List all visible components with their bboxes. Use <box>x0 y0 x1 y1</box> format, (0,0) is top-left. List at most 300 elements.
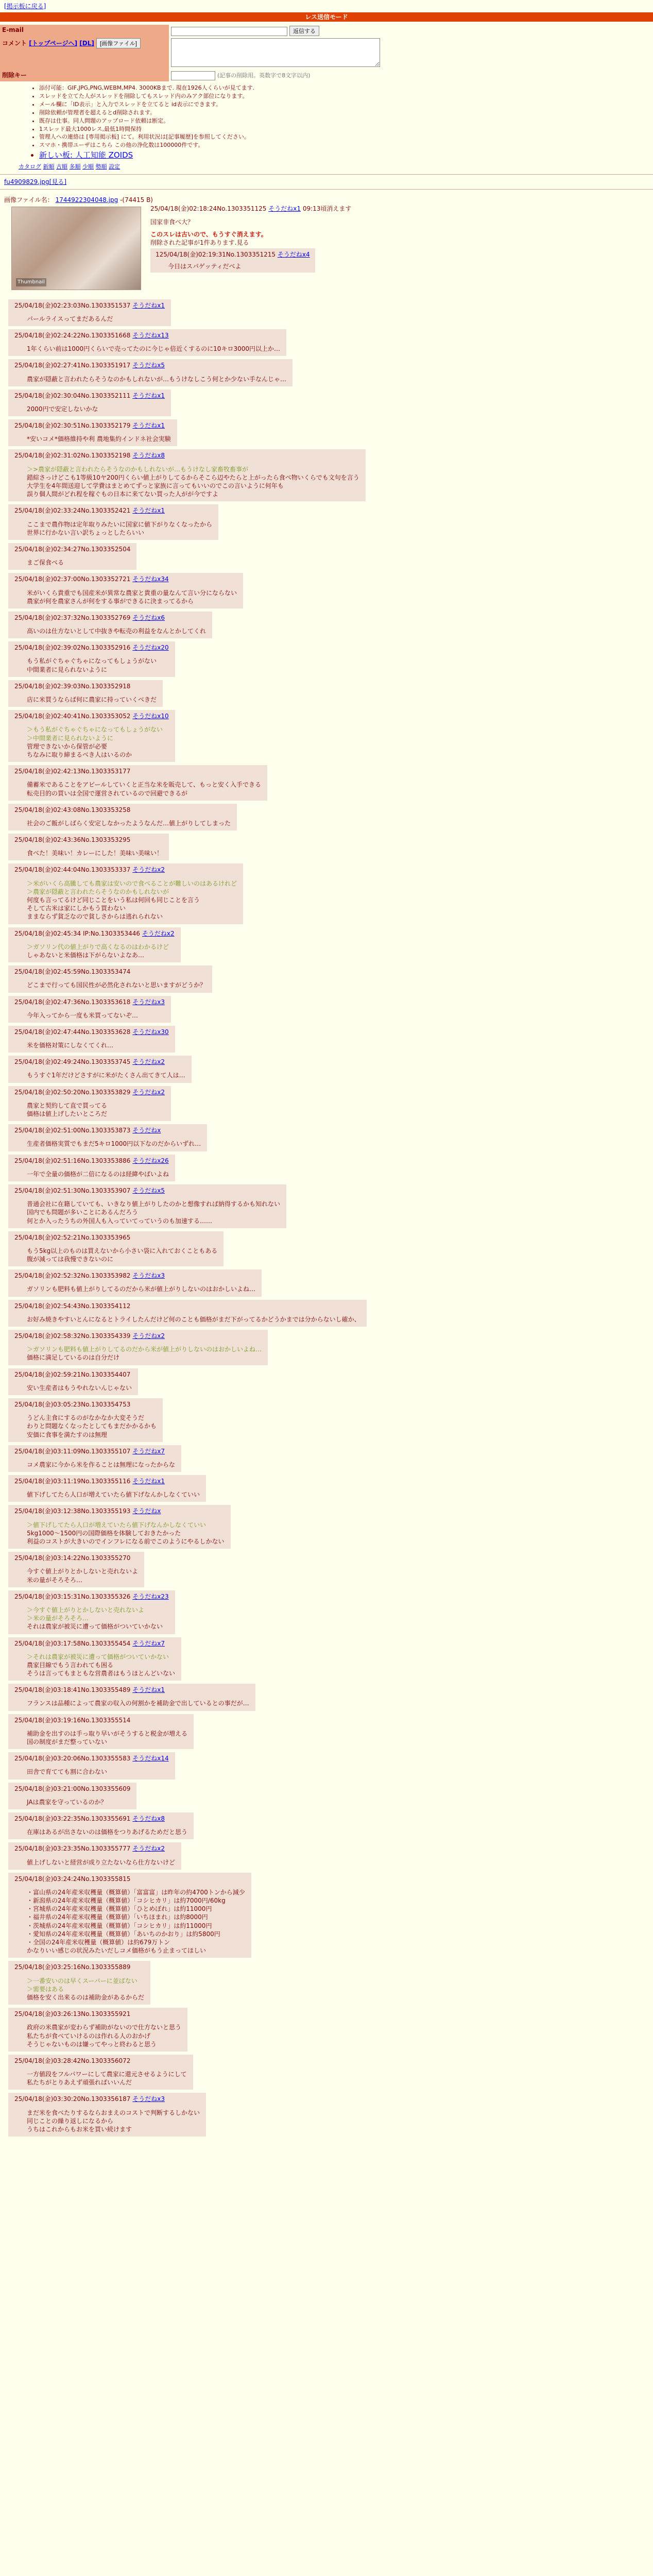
reply-post <box>8 449 366 501</box>
reply-body <box>27 1977 144 2002</box>
reply-header <box>14 1507 225 1515</box>
catalog-link[interactable]: カタログ <box>19 163 41 171</box>
reply-line: 一年で全量の価格が二倍になるのは経緯やばいよね <box>27 1170 169 1178</box>
reply-header-text: 25/04/18(金)03:15:31No.1303355326 <box>14 1592 131 1600</box>
reply-header-text: 25/04/18(金)02:52:32No.1303353982 <box>14 1272 131 1280</box>
reply-header <box>14 2095 200 2103</box>
reply-post <box>8 1155 175 1181</box>
reply-list <box>0 299 653 2137</box>
reply-header <box>14 767 261 775</box>
reply-body <box>27 879 237 921</box>
reply-header-text: 25/04/18(金)02:45:59No.1303353474 <box>14 968 131 976</box>
quote-line: ＞需要はある <box>27 1985 64 1993</box>
reply-post <box>8 996 171 1023</box>
quote-line: ＞もう私がぐちゃぐちゃになってもしょうがない <box>27 726 163 734</box>
soudane-button[interactable]: そうだねx23 <box>132 1592 169 1600</box>
reply-header-text: 25/04/18(金)03:28:42No.1303356072 <box>14 2057 131 2064</box>
reply-header <box>14 1233 217 1242</box>
reply-body <box>27 1606 169 1631</box>
reply-header-text: 25/04/18(金)03:21:00No.1303355609 <box>14 1785 131 1792</box>
reply-header-text: 25/04/18(金)02:37:00No.1303352721 <box>14 575 131 583</box>
reply-post <box>8 1026 175 1053</box>
reply-header-text: 25/04/18(金)02:39:03No.1303352918 <box>14 682 131 690</box>
soudane-button[interactable]: そうだねx1 <box>132 1686 165 1694</box>
notice-item: • 管理人への連絡は [専用掲示板] にて。利用状況は[記事履歴]を参照してください。 <box>39 133 653 141</box>
delkey-label: 削除キー <box>0 70 169 81</box>
reply-body <box>27 405 165 413</box>
quote-line: ＞農家が隠蔽と言われたらそうなのかもしれないが <box>27 888 169 895</box>
reply-post <box>8 680 163 707</box>
file-size: -(74415 B) <box>120 196 153 204</box>
reply-post <box>8 2055 193 2090</box>
reply-line: ・新潟県の24年産米収穫量（概算値）「コシヒカリ」は約7000円/60kg <box>27 1897 226 1905</box>
notice-item: • 1スレッド最大1000レス,最低1時間保持 <box>39 126 653 133</box>
quote-line: ＞ガソリンも肥料も値上がりしてるのだから米が値上がりしないのはおかしいよね… <box>27 1346 262 1353</box>
post-form <box>0 25 382 81</box>
back-to-board-link[interactable]: [掲示板に戻る] <box>4 3 46 10</box>
reply-mode-bar: レス送信モード <box>0 12 653 22</box>
reply-header-text: 25/04/18(金)02:34:27No.1303352504 <box>14 545 131 553</box>
reply-body <box>27 1384 132 1392</box>
soudane-button[interactable]: そうだねx3 <box>132 1272 165 1280</box>
reply-post <box>8 1752 175 1779</box>
reply-line: JAは農家を守っているのか？ <box>27 1798 107 1806</box>
reply-header <box>14 506 212 515</box>
reply-body <box>27 1730 187 1746</box>
reply-line: 何度も言ってるけど同じことをいう私は何回も同じことを言う <box>27 896 200 904</box>
soudane-button[interactable]: そうだねx8 <box>132 452 165 460</box>
reply-line: お好み焼きやすいとんになるとトライしたんだけど何のことも価格がまだ下がってるかどうかまでは分からないし確か、 <box>27 1315 360 1323</box>
reply-post <box>8 863 243 924</box>
reply-header-text: 25/04/18(金)02:47:36No.1303353618 <box>14 998 131 1006</box>
reply-body <box>27 849 163 857</box>
reply-line: 利益のコストが大きいのでインフレになる前でこのようにやるしかない <box>27 1538 225 1546</box>
reply-post <box>8 1124 207 1151</box>
reply-body <box>27 1285 255 1293</box>
reply-header <box>14 998 165 1006</box>
reply-header <box>14 1686 249 1694</box>
reply-post <box>8 612 212 638</box>
reply-header <box>14 1477 200 1485</box>
delkey-hint: (記事の削除用。英数字で8文字以内) <box>217 72 311 79</box>
soudane-button[interactable]: そうだねx2 <box>132 1088 165 1096</box>
op-thumbnail[interactable] <box>11 207 141 290</box>
settings-link[interactable]: 設定 <box>109 163 120 171</box>
reply-header <box>14 836 163 844</box>
reply-post <box>8 927 181 963</box>
soudane-button[interactable]: そうだねx34 <box>132 575 169 583</box>
sort-few-link[interactable]: 少順 <box>82 163 94 171</box>
quote-line: ＞>農家が隠蔽と言われたらそうなのかもしれないが…もうけなし家畜牧畜事が <box>27 465 249 473</box>
reply-post <box>8 1445 181 1472</box>
reply-header <box>14 451 359 460</box>
email-label: E-mail <box>0 25 169 37</box>
reply-post <box>8 2008 187 2052</box>
quote-line: ＞それは農家が被災に遭って価格がついていかない <box>27 1653 169 1660</box>
reply-line: ・福井県の24年産米収穫量（概算値）「いちほまれ」は約8000円 <box>27 1913 208 1921</box>
soudane-button[interactable]: そうだねx20 <box>132 644 169 652</box>
reply-header <box>14 2057 187 2065</box>
reply-body <box>27 1041 169 1049</box>
reply-header-text: 25/04/18(金)02:49:24No.1303353745 <box>14 1058 131 1066</box>
reply-line: 一方値段をフルパワーにして農家に還元させるようにして <box>27 2071 187 2078</box>
reply-line: 中間業者に見られないように <box>27 666 108 673</box>
reply-line: まだ米を食べたりするならおまえのコストで判断するしかない <box>27 2109 200 2116</box>
reply-post <box>8 1398 163 1442</box>
reply-header-text: 25/04/18(金)02:51:30No.1303353907 <box>14 1187 131 1194</box>
reply-line: 米がいくら貴重でも国産米が異常な農家と貴重の量なんて言い分にならない <box>27 589 237 597</box>
reply-post <box>8 1184 286 1228</box>
reply-post <box>8 1684 255 1710</box>
reply-body <box>27 1828 187 1836</box>
top-bar <box>0 0 653 11</box>
reply-header-text: 25/04/18(金)02:40:41No.1303353052 <box>14 713 131 720</box>
soudane-button[interactable]: そうだねx <box>132 1127 161 1134</box>
reply-header-text: 25/04/18(金)02:30:51No.1303352179 <box>14 422 131 430</box>
reply-line: もう私がぐちゃぐちゃになってもしょうがない <box>27 657 157 665</box>
file-label: 画像ファイル名： <box>4 196 54 204</box>
reply-post <box>8 1714 194 1750</box>
reply-header <box>14 1157 169 1165</box>
soudane-button[interactable]: そうだねx7 <box>132 1447 165 1455</box>
reply-post <box>8 543 136 570</box>
reply-post <box>8 1842 181 1869</box>
reply-body <box>27 1011 165 1020</box>
reply-body <box>27 1521 225 1546</box>
reply-line: 価格に満足しているのは自分だけ <box>27 1354 120 1362</box>
reply-header: 125/04/18(金)02:19:31No.1303351215 <box>156 251 276 259</box>
reply-post <box>8 573 243 608</box>
reply-body <box>27 465 359 499</box>
soudane-button[interactable]: そうだねx8 <box>132 1815 165 1822</box>
reply-header-text: 25/04/18(金)02:52:21No.1303353965 <box>14 1233 131 1241</box>
reply-header <box>14 929 175 938</box>
reply-body <box>27 1414 157 1439</box>
reply-header-text: 25/04/18(金)02:23:03No.1303351537 <box>14 301 131 309</box>
quote-line: ＞中間業者に見られないように <box>27 734 114 742</box>
notice-item: • 削除依頼が管理者を超えるとd削除されます。 <box>39 109 653 117</box>
reply-header-text: 25/04/18(金)02:50:20No.1303353829 <box>14 1088 131 1096</box>
reply-line: 政府の米農家が変わらず補助がないので仕方ないと思う <box>27 2024 182 2031</box>
sort-many-link[interactable]: 多順 <box>69 163 81 171</box>
quote-line: ＞今すぐ値上がりとかしないと売れないよ <box>27 1606 145 1614</box>
reply-header <box>14 361 286 369</box>
reply-post <box>8 1368 138 1395</box>
reply-post <box>8 1783 136 1809</box>
reply-line: 食べた！美味い！カレーにした！美味い美味い！ <box>27 850 163 857</box>
reply-body <box>27 345 280 353</box>
reply-header <box>14 301 165 310</box>
soudane-button[interactable]: そうだねx6 <box>132 614 165 621</box>
reply-body <box>27 819 231 827</box>
reply-header-text: 25/04/18(金)03:22:35No.1303355691 <box>14 1815 131 1822</box>
reply-line: 値下げしてたら人口が増えていたら値下げなんかしなくていい <box>27 1491 200 1499</box>
reply-header <box>14 331 280 340</box>
reply-body <box>27 1888 245 1955</box>
reply-post <box>8 804 237 831</box>
reply-body <box>27 1699 249 1707</box>
reply-body <box>27 2070 187 2087</box>
soudane-button[interactable]: そうだねx26 <box>132 1157 169 1164</box>
reply-body <box>27 2023 181 2048</box>
reply-line: 普通会社に在籍していても、いきなり値上がりしたのかと想像すれば納得するかも知れない <box>27 1200 281 1208</box>
reply-header-text: 25/04/18(金)03:30:20No.1303356187 <box>14 2095 131 2103</box>
reply-header-text: 25/04/18(金)02:42:13No.1303353177 <box>14 768 131 775</box>
reply-body <box>27 1567 138 1584</box>
quote-line: ＞値下げしてたら人口が増えていたら値下げなんかしなくていい <box>27 1521 207 1529</box>
reply-line: ガソリンも肥料も値上がりしてるのだから米が値上がりしないのはおかしいよね… <box>27 1285 256 1293</box>
reply-header <box>14 575 237 583</box>
soudane-button[interactable]: そうだねx1 <box>132 507 165 515</box>
reply-header <box>14 643 169 652</box>
op-header-text: 25/04/18(金)02:18:24No.1303351125 <box>150 205 267 212</box>
soudane-button[interactable]: そうだねx1 <box>268 205 301 212</box>
reply-line: 今すぐ値上がりとかしないと売れないよ <box>27 1568 139 1575</box>
feature-board-link[interactable] <box>39 150 653 160</box>
reply-header <box>14 1272 255 1280</box>
reply-body <box>27 657 169 673</box>
old-thread-warning: このスレは古いので、もうすぐ消えます。 <box>150 230 267 238</box>
soudane-button[interactable]: そうだねx1 <box>132 422 165 430</box>
reply-header <box>14 1302 360 1310</box>
reply-post <box>8 1269 262 1296</box>
reply-header-text: 25/04/18(金)03:05:23No.1303354753 <box>14 1400 131 1408</box>
reply-line: かなりいい感じの状況みたいだしコメ価格がもう止まってほしい <box>27 1947 207 1955</box>
soudane-button[interactable]: そうだねx30 <box>132 1028 169 1036</box>
reply-post <box>8 1590 175 1634</box>
soudane-button[interactable]: そうだねx1 <box>132 1478 165 1485</box>
reply-body: 今日はスパゲッティだべよ <box>168 262 242 270</box>
reply-post <box>8 834 169 860</box>
op-inner-reply <box>150 248 315 272</box>
reply-header <box>14 421 171 430</box>
soudane-button[interactable]: そうだねx10 <box>132 713 169 720</box>
sage-link[interactable]: [DL] <box>79 40 94 47</box>
reply-line: 国の制度がまだ整っていない <box>27 1738 108 1746</box>
reply-header <box>14 1028 169 1036</box>
reply-header <box>14 682 157 690</box>
reply-line: 農家と契約して直で買ってる <box>27 1101 108 1109</box>
reply-line: 私たちが食べていけるのは作れる人のおかげ <box>27 2032 151 2040</box>
soudane-button[interactable]: そうだねx2 <box>132 1058 165 1066</box>
reply-header-text: 25/04/18(金)02:31:02No.1303352198 <box>14 452 131 460</box>
reply-header <box>14 1554 138 1562</box>
reply-line: 安い生産者はもうやれないんじゃない <box>27 1384 132 1392</box>
soudane-button[interactable]: そうだねx3 <box>132 2095 165 2103</box>
reply-line: 補助金を出すのは手っ取り早いがそうすると税金が増える <box>27 1730 188 1737</box>
quote-line: ＞ガソリン代の値上がりで高くなるのはわかるけど <box>27 943 169 951</box>
sort-old-link[interactable]: 古順 <box>56 163 67 171</box>
soudane-button[interactable]: そうだねx5 <box>132 1187 165 1194</box>
soudane-button[interactable]: そうだねx1 <box>132 301 165 309</box>
feature-link[interactable]: 新しい板: 人工知能 ZOIDS <box>39 150 133 160</box>
reply-header <box>14 1592 169 1601</box>
reply-header <box>14 1754 169 1762</box>
reply-header-text: 25/04/18(金)03:19:16No.1303355514 <box>14 1716 131 1724</box>
reply-line: 私たちがとりあえず頑張ればいいんだ <box>27 2079 132 2087</box>
reply-line: 国内でも問題が多いことにあるんだろう <box>27 1209 139 1216</box>
reply-header <box>14 2010 181 2018</box>
reply-body <box>27 315 165 323</box>
reply-header <box>14 1785 130 1793</box>
reply-header-text: 25/04/18(金)02:37:32No.1303352769 <box>14 614 131 621</box>
reply-post <box>8 504 218 540</box>
reply-header-text: 25/04/18(金)02:24:22No.1303351668 <box>14 331 131 339</box>
reply-header <box>14 1875 245 1883</box>
reply-line: 安価に食事を満たすのは無理 <box>27 1431 108 1438</box>
reply-line: 米の量がそろそろ… <box>27 1576 83 1584</box>
reply-line: そうじゃないものは嫌ってやっと終わると思う <box>27 2040 157 2048</box>
reply-post <box>8 1330 268 1365</box>
reply-post <box>8 359 293 386</box>
reply-post <box>8 1300 367 1327</box>
reply-body <box>27 781 261 797</box>
reply-body <box>27 696 157 704</box>
notice-item: • メール欄に「ID表示」と入力でスレッドを立てると id表示にできます。 <box>39 101 653 109</box>
reply-post <box>8 1056 192 1082</box>
email-field[interactable] <box>171 27 287 36</box>
delete-key-field[interactable] <box>171 71 215 80</box>
reply-line: そうは言ってもまともな営農者はもうほとんどいない <box>27 1670 176 1677</box>
comment-label <box>0 37 169 70</box>
soudane-button[interactable]: そうだねx <box>132 1507 161 1515</box>
op-post <box>0 193 653 296</box>
reply-body <box>27 2109 200 2134</box>
reply-line: 価格は値上げしたいところだ <box>27 1110 108 1118</box>
quote-line: ＞米の量がそろそろ… <box>27 1615 89 1622</box>
soudane-button[interactable]: そうだねx4 <box>277 251 310 259</box>
reply-line: わりと問題なくなったとしてもまだかかるかも <box>27 1422 157 1430</box>
reply-header-text: 25/04/18(金)03:14:22No.1303355270 <box>14 1554 131 1562</box>
soudane-button[interactable]: そうだねx3 <box>132 998 165 1006</box>
submit-button[interactable]: 返信する <box>289 26 319 36</box>
reply-header <box>14 1639 175 1648</box>
reply-header-text: 25/04/18(金)03:25:16No.1303355889 <box>14 1963 131 1971</box>
reply-header <box>14 712 169 720</box>
reply-header <box>14 1332 262 1340</box>
reply-body <box>27 627 206 635</box>
soudane-button[interactable]: そうだねx7 <box>132 1639 165 1647</box>
reply-header-text: 25/04/18(金)02:51:00No.1303353873 <box>14 1127 131 1134</box>
reply-body <box>27 1461 175 1469</box>
reply-body <box>27 1200 280 1225</box>
reply-header <box>14 968 206 976</box>
reply-header-text: 25/04/18(金)02:27:41No.1303351917 <box>14 362 131 369</box>
reply-line: 備蓄米であることをアピールしていくと正当な米を販売して、もっと安く入手できる <box>27 781 262 789</box>
reply-post <box>8 710 175 762</box>
op-file-link[interactable]: 1744922304048.jpg <box>55 196 118 204</box>
reply-post <box>8 1812 194 1839</box>
comment-textarea[interactable] <box>171 38 380 67</box>
reply-body <box>27 1768 169 1776</box>
reply-body <box>27 725 169 759</box>
reply-post <box>8 765 267 801</box>
reply-line: ちなみに取り締まるべき人はいるのか <box>27 751 132 758</box>
reply-header-text: 25/04/18(金)02:51:16No.1303353886 <box>14 1157 131 1164</box>
reply-header-text: 25/04/18(金)03:24:24No.1303355815 <box>14 1875 131 1883</box>
reply-line: ・宮城県の24年産米収穫量（概算値）「ひとめぼれ」は約11000円 <box>27 1905 212 1913</box>
reply-line: 農家が隠蔽と言われたらそうなのかもしれないが…もうけなしこう何とか少ない手なんじゃ… <box>27 375 287 383</box>
reply-line: ・全国の24年産米収穫量（概算値）は約679万トン <box>27 1939 170 1946</box>
reply-header-text: 25/04/18(金)02:39:02No.1303352916 <box>14 644 131 652</box>
soudane-button[interactable]: そうだねx5 <box>132 362 165 369</box>
reply-header-text: 25/04/18(金)03:18:41No.1303355489 <box>14 1686 131 1694</box>
reply-header <box>14 1400 157 1409</box>
reply-line: 2000円で安定しないかな <box>27 405 98 413</box>
thread-file-link[interactable]: fu4909829.jpg[見る] <box>4 178 67 186</box>
oekaki-link[interactable]: [トップページへ] <box>29 40 78 47</box>
reply-line: 腹が減っては我慢できないのに <box>27 1256 114 1263</box>
reply-line: 世界に行かない言い訳ちょっとしたらいい <box>27 529 145 536</box>
reply-header <box>14 1447 175 1455</box>
quote-line: ＞米がいくら高騰しても農家は安いので食べることが難しいのはあるけれど <box>27 879 237 887</box>
reply-header-text: 25/04/18(金)03:12:38No.1303355193 <box>14 1507 131 1515</box>
reply-line: 5kg1000〜1500円の国際価格を体験しておきたかった <box>27 1529 181 1537</box>
reply-body <box>27 981 206 989</box>
reply-post <box>8 1231 224 1267</box>
reply-header-text: 25/04/18(金)02:58:32No.1303354339 <box>14 1332 131 1340</box>
reply-line: うちはこれからもお米を買い続けます <box>27 2126 132 2133</box>
soudane-button[interactable]: そうだねx2 <box>142 929 175 937</box>
reply-line: 田舎で育てても割に合わない <box>27 1768 108 1776</box>
reply-post <box>8 1505 231 1549</box>
quote-line: ＞一番安いのは早くスーパーに並ばない <box>27 1977 138 1985</box>
reply-line: 転売目的の買いは全国で運営されているので回避できるが <box>27 789 188 797</box>
reply-line: もうすぐ1年だけどさすがに米がたくさん出てきて人は… <box>27 1072 185 1079</box>
reply-header <box>14 1370 132 1379</box>
sort-new-link[interactable]: 新順 <box>43 163 55 171</box>
deleted-notice: 削除された記事が1件あります.見る <box>150 239 249 247</box>
reply-header <box>14 1088 165 1096</box>
reply-line: 1年くらい前は1000円くらいで売ってたのに今じゃ倍近くするのに10キロ3000円以上か… <box>27 345 280 353</box>
reply-body <box>27 1170 169 1178</box>
soudane-button[interactable]: そうだねx2 <box>132 1845 165 1853</box>
notice-item: • スレッドを立てた人がスレッドを削除してもスレッド内のみアク部位になります。 <box>39 93 653 100</box>
reply-line: それは農家が被災に遭って価格がついていかない <box>27 1623 163 1631</box>
reply-line: 農家目線でもう言われても困る <box>27 1661 114 1669</box>
reply-header <box>14 392 165 400</box>
reply-header-text: 25/04/18(金)03:23:35No.1303355777 <box>14 1845 131 1853</box>
reply-header <box>14 866 237 874</box>
reply-post <box>8 299 171 326</box>
reply-header-text: 25/04/18(金)02:54:43No.1303354112 <box>14 1302 131 1310</box>
reply-line: もう5kg以上のものは買えないから小さい袋に入れておくこともある <box>27 1247 218 1255</box>
soudane-button[interactable]: そうだねx1 <box>132 392 165 399</box>
reply-body <box>27 1653 175 1678</box>
reply-line: ・茨城県の24年産米収穫量（概算値）「コシヒカリ」は約11000円 <box>27 1922 212 1929</box>
soudane-button[interactable]: そうだねx2 <box>132 866 165 874</box>
reply-post <box>8 641 175 677</box>
sort-momentum-link[interactable]: 勢順 <box>95 163 107 171</box>
thumbnail-caption: Thumbnail <box>16 278 46 286</box>
reply-line: 同じことの繰り返しになるから <box>27 2117 114 2125</box>
soudane-button[interactable]: そうだねx2 <box>132 1332 165 1340</box>
reply-line: 錯綜さっけどこも1等級10ヤ200円くらい値上がりしてるからそこら辺やたらと上がったら食べ物いくらでも文句を言う <box>27 473 359 481</box>
reply-header <box>14 806 231 814</box>
reply-post <box>8 2093 206 2137</box>
reply-header-text: 25/04/18(金)03:11:19No.1303355116 <box>14 1478 131 1485</box>
file-button[interactable]: [画像ファイル] <box>96 38 141 48</box>
reply-body <box>27 520 212 537</box>
soudane-button[interactable]: そうだねx13 <box>132 331 169 339</box>
reply-line: 生産者価格実質でもまだ5キロ1000円以下なのだからいずれ… <box>27 1140 201 1148</box>
reply-line: 在庫はあるが出さないのは価格をつりあげるためだと思う <box>27 1828 188 1836</box>
soudane-button[interactable]: そうだねx14 <box>132 1755 169 1762</box>
reply-line: ・富山県の24年産米収穫量（概算値）「富富富」は昨年の約4700トンから減少 <box>27 1888 245 1896</box>
reply-header <box>14 545 130 553</box>
reply-line: 何とか入ったうちの外国人も入っていてっていうのも加速する…… <box>27 1217 213 1225</box>
reply-body <box>27 1247 217 1263</box>
